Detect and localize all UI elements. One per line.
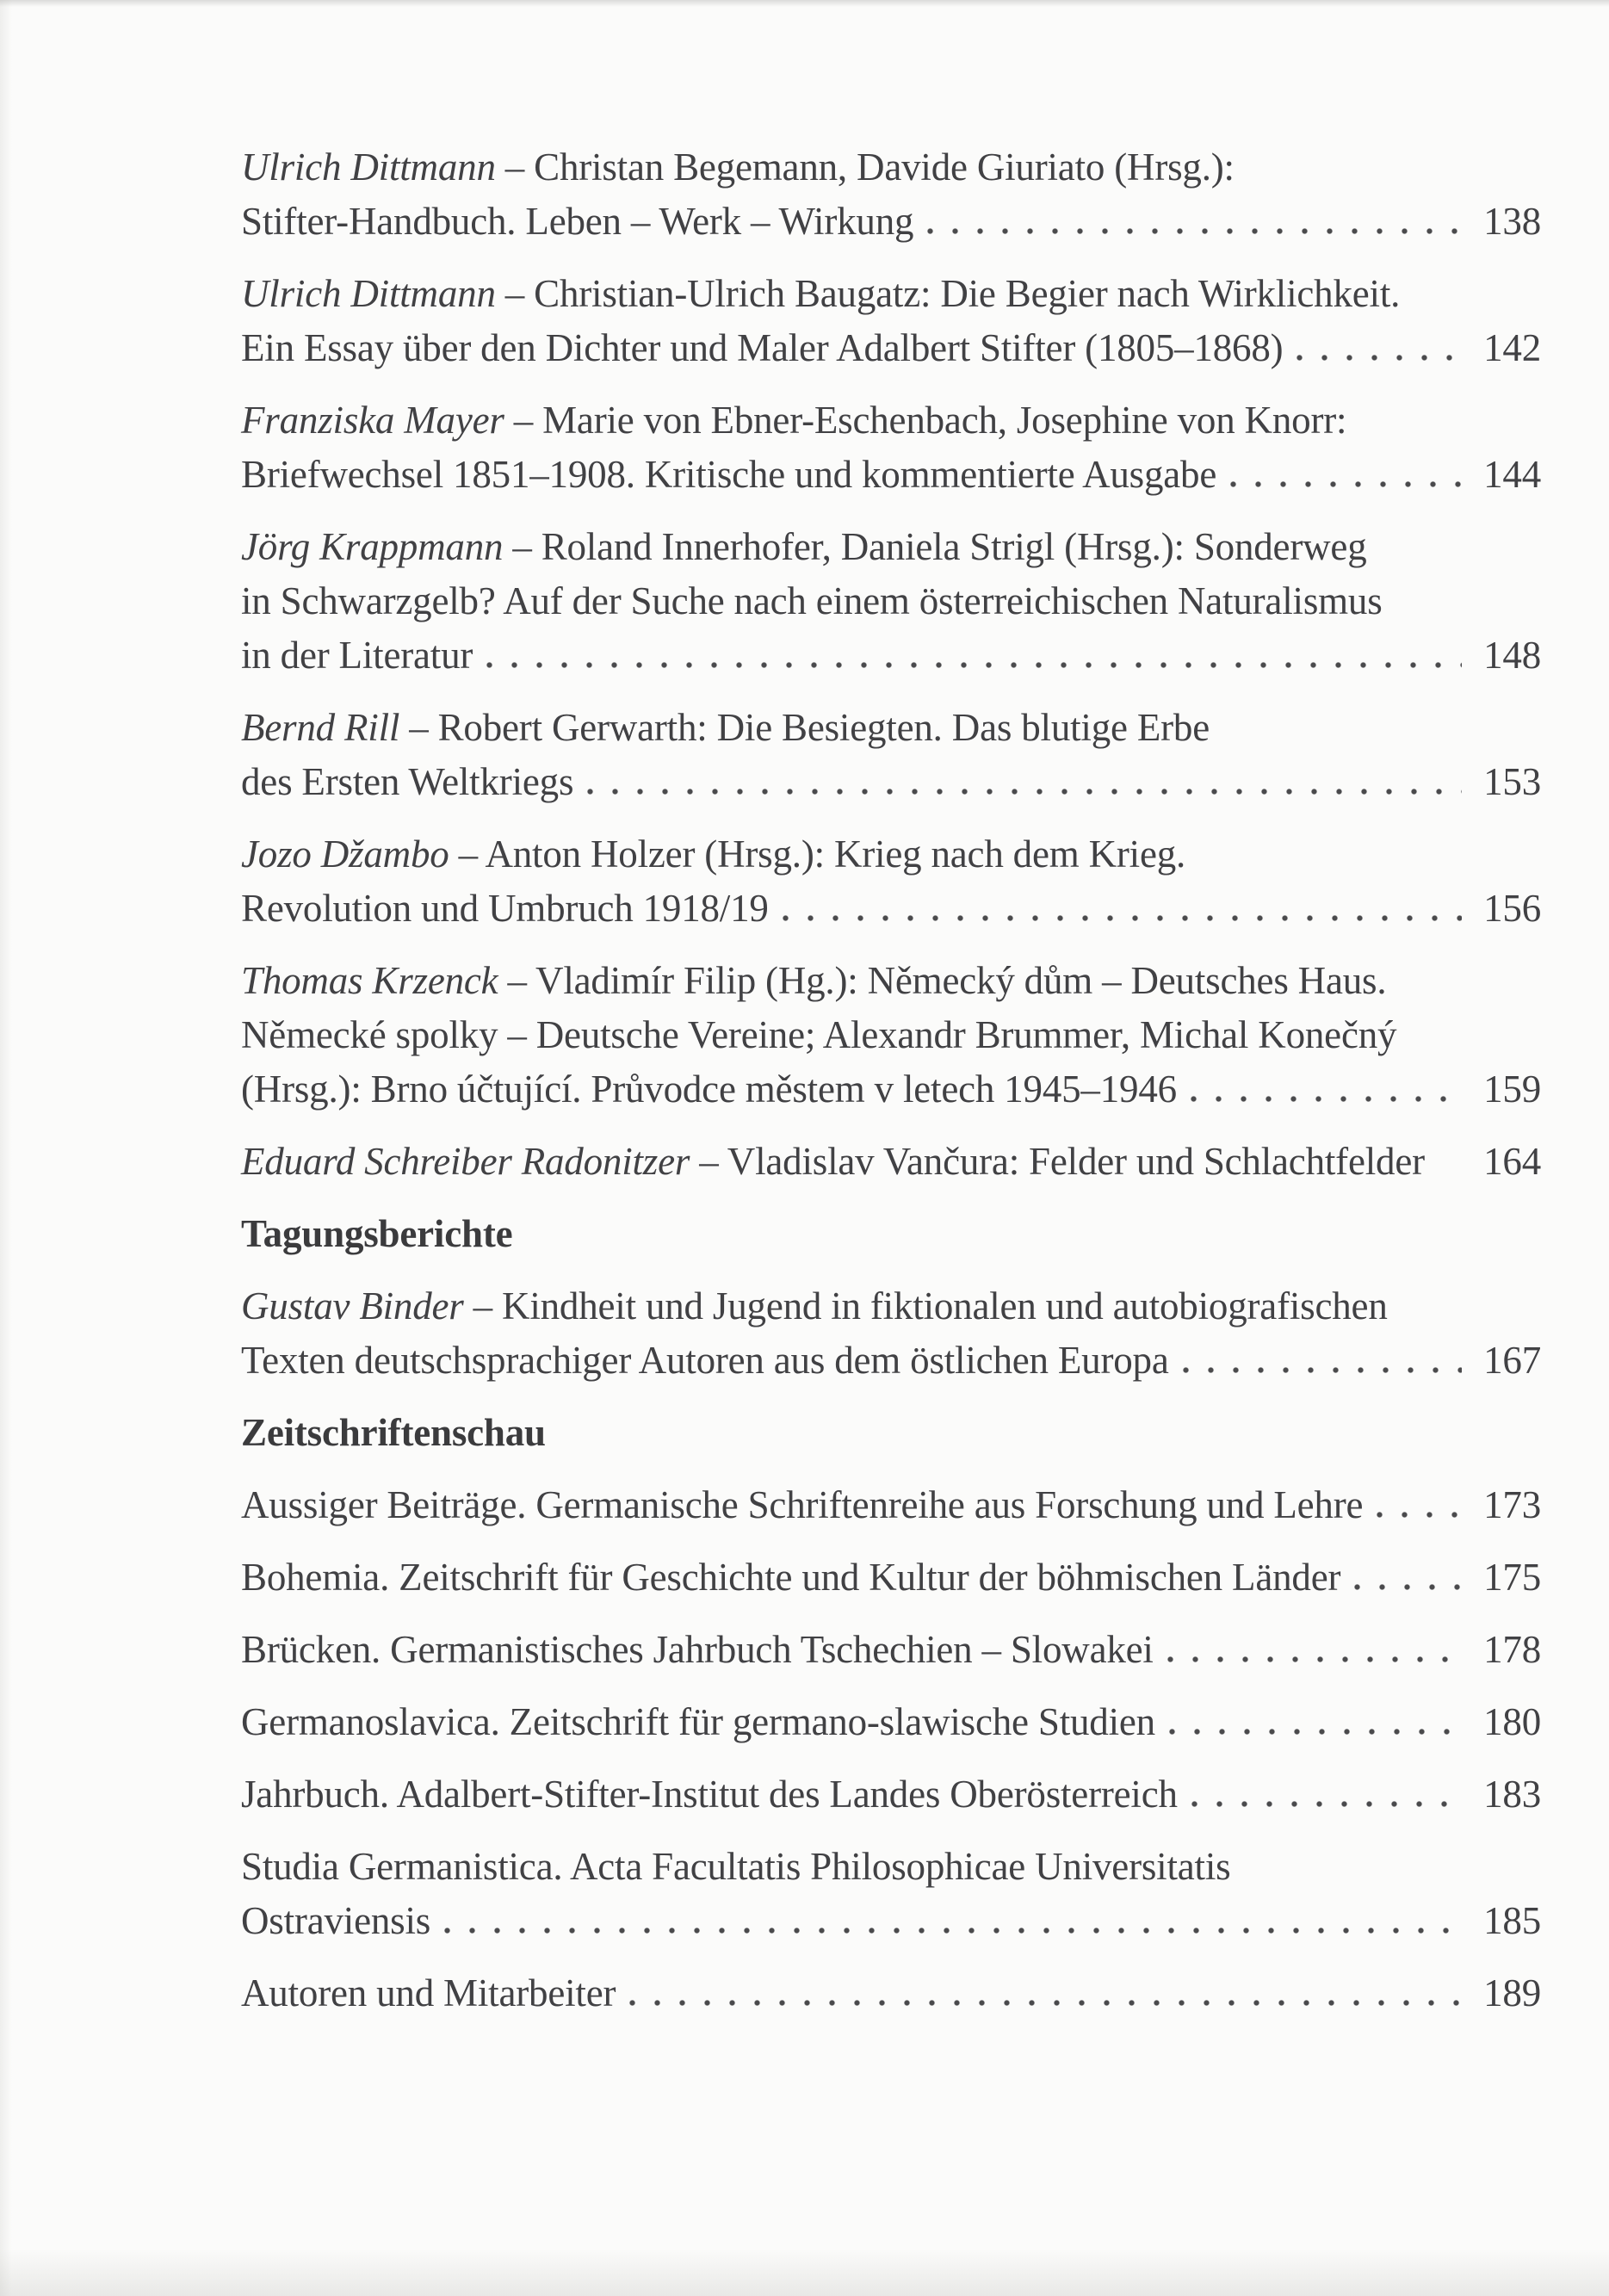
page-number: 138 bbox=[1483, 200, 1541, 243]
toc-text: in der Literatur bbox=[241, 634, 473, 677]
scan-edge-top bbox=[0, 0, 1609, 7]
toc-line bbox=[241, 1334, 1541, 1388]
dot-leader bbox=[444, 1928, 1462, 1934]
toc-entry bbox=[241, 267, 1541, 375]
dot-leader bbox=[486, 662, 1462, 668]
toc-entry bbox=[241, 954, 1541, 1117]
toc-text: – Robert Gerwarth: Die Besiegten. Das blutige Erbe bbox=[399, 706, 1210, 749]
toc-author: Eduard Schreiber Radonitzer bbox=[241, 1140, 690, 1183]
page-number: 178 bbox=[1483, 1628, 1541, 1671]
page-number: 164 bbox=[1483, 1140, 1541, 1183]
dot-leader bbox=[1230, 481, 1462, 487]
toc-text: Jahrbuch. Adalbert-Stifter-Institut des Landes Oberösterreich bbox=[241, 1773, 1178, 1816]
page-number: 173 bbox=[1483, 1483, 1541, 1526]
toc-text: Stifter-Handbuch. Leben – Werk – Wirkung bbox=[241, 200, 914, 243]
page-number: 185 bbox=[1483, 1899, 1541, 1942]
toc-line bbox=[241, 1623, 1541, 1677]
section-heading: Tagungsberichte bbox=[241, 1212, 513, 1255]
toc-entry bbox=[241, 1550, 1541, 1605]
toc-line bbox=[241, 827, 1541, 882]
dot-leader bbox=[1183, 1367, 1462, 1373]
toc-text: Revolution und Umbruch 1918/19 bbox=[241, 887, 769, 930]
toc-text: – Anton Holzer (Hrsg.): Krieg nach dem Krieg. bbox=[449, 832, 1186, 876]
dot-leader bbox=[1439, 1168, 1462, 1174]
toc-line bbox=[241, 1478, 1541, 1532]
dot-leader bbox=[1296, 355, 1462, 361]
toc-text: – Marie von Ebner-Eschenbach, Josephine von Knorr: bbox=[504, 399, 1347, 442]
toc-line bbox=[241, 1695, 1541, 1749]
toc-entry bbox=[241, 701, 1541, 809]
toc-line bbox=[241, 954, 1541, 1008]
toc-line bbox=[241, 520, 1541, 574]
page-number: 159 bbox=[1483, 1068, 1541, 1111]
toc-author: Gustav Binder bbox=[241, 1284, 464, 1327]
toc-author: Jörg Krappmann bbox=[241, 525, 504, 568]
toc-entry bbox=[241, 1695, 1541, 1749]
toc-entry bbox=[241, 393, 1541, 502]
toc-entry bbox=[241, 140, 1541, 249]
dot-leader bbox=[1169, 1729, 1462, 1735]
dot-leader bbox=[1191, 1096, 1462, 1102]
toc-text: Briefwechsel 1851–1908. Kritische und kommentierte Ausgabe bbox=[241, 453, 1217, 496]
toc-text: Ostraviensis bbox=[241, 1899, 431, 1942]
toc-text: Germanoslavica. Zeitschrift für germano-slawische Studien bbox=[241, 1700, 1155, 1743]
toc-text: Německé spolky – Deutsche Vereine; Alexandr Brummer, Michal Konečný bbox=[241, 1013, 1397, 1056]
toc-text: Texten deutschsprachiger Autoren aus dem östlichen Europa bbox=[241, 1339, 1169, 1382]
toc-line bbox=[241, 1062, 1541, 1117]
toc-text: des Ersten Weltkriegs bbox=[241, 760, 574, 803]
toc-line bbox=[241, 140, 1541, 195]
page-number: 175 bbox=[1483, 1556, 1541, 1599]
dot-leader bbox=[629, 2000, 1462, 2006]
toc-text: (Hrsg.): Brno účtující. Průvodce městem v letech 1945–1946 bbox=[241, 1068, 1177, 1111]
dot-leader bbox=[1354, 1584, 1462, 1590]
toc-author: Franziska Mayer bbox=[241, 399, 504, 442]
page-number: 144 bbox=[1483, 453, 1541, 496]
toc-author: Jozo Džambo bbox=[241, 832, 449, 876]
toc-line bbox=[241, 393, 1541, 448]
dot-leader bbox=[1191, 1801, 1462, 1807]
toc-entry bbox=[241, 827, 1541, 936]
toc-line bbox=[241, 755, 1541, 809]
scan-edge-left bbox=[0, 0, 12, 2296]
toc-entry bbox=[241, 520, 1541, 683]
toc-author: Ulrich Dittmann bbox=[241, 272, 496, 315]
toc-entry bbox=[241, 1279, 1541, 1388]
scan-edge-bottom bbox=[0, 2249, 1609, 2296]
toc-entry bbox=[241, 1840, 1541, 1948]
toc-text: – Vladislav Vančura: Felder und Schlachtfelder bbox=[690, 1140, 1425, 1183]
toc-text: – Kindheit und Jugend in fiktionalen und autobiografischen bbox=[463, 1284, 1388, 1327]
toc-line bbox=[241, 267, 1541, 321]
toc-author: Thomas Krzenck bbox=[241, 959, 498, 1002]
toc-entry bbox=[241, 1623, 1541, 1677]
toc-line bbox=[241, 628, 1541, 683]
toc-text: – Roland Innerhofer, Daniela Strigl (Hrsg.): Sonderweg bbox=[503, 525, 1367, 568]
page-number: 148 bbox=[1483, 634, 1541, 677]
page-number: 183 bbox=[1483, 1773, 1541, 1816]
page-number: 167 bbox=[1483, 1339, 1541, 1382]
toc-line bbox=[241, 701, 1541, 755]
dot-leader bbox=[587, 789, 1462, 795]
toc-text: Autoren und Mitarbeiter bbox=[241, 1971, 616, 2014]
page-number: 180 bbox=[1483, 1700, 1541, 1743]
toc-author: Ulrich Dittmann bbox=[241, 145, 496, 189]
toc-line bbox=[241, 1767, 1541, 1822]
toc-text: Bohemia. Zeitschrift für Geschichte und Kultur der böhmischen Länder bbox=[241, 1556, 1341, 1599]
toc-entry bbox=[241, 1767, 1541, 1822]
toc-line bbox=[241, 321, 1541, 375]
toc-line bbox=[241, 448, 1541, 502]
toc-line bbox=[241, 1550, 1541, 1605]
toc-text: Brücken. Germanistisches Jahrbuch Tschechien – Slowakei bbox=[241, 1628, 1154, 1671]
toc-text: in Schwarzgelb? Auf der Suche nach einem österreichischen Naturalismus bbox=[241, 579, 1383, 622]
toc-text: Aussiger Beiträge. Germanische Schriftenreihe aus Forschung und Lehre bbox=[241, 1483, 1364, 1526]
toc-line bbox=[241, 1894, 1541, 1948]
toc-entry bbox=[241, 1966, 1541, 2021]
toc-entry bbox=[241, 1478, 1541, 1532]
toc-text: Studia Germanistica. Acta Facultatis Philosophicae Universitatis bbox=[241, 1845, 1231, 1888]
dot-leader bbox=[1167, 1656, 1462, 1662]
dot-leader bbox=[1377, 1512, 1462, 1518]
toc-line bbox=[241, 195, 1541, 249]
dot-leader bbox=[927, 228, 1462, 234]
toc-line bbox=[241, 1135, 1541, 1189]
toc-line bbox=[241, 1966, 1541, 2021]
toc-line bbox=[241, 1279, 1541, 1334]
page-number: 153 bbox=[1483, 760, 1541, 803]
toc-line bbox=[241, 1840, 1541, 1894]
page-number: 189 bbox=[1483, 1971, 1541, 2014]
toc-entry bbox=[241, 1135, 1541, 1189]
toc-text: – Christan Begemann, Davide Giuriato (Hrsg.): bbox=[495, 145, 1235, 189]
toc-author: Bernd Rill bbox=[241, 706, 400, 749]
toc-line bbox=[241, 1008, 1541, 1062]
toc-text: – Vladimír Filip (Hg.): Německý dům – Deutsches Haus. bbox=[498, 959, 1387, 1002]
toc-text: – Christian-Ulrich Baugatz: Die Begier nach Wirklichkeit. bbox=[495, 272, 1401, 315]
table-of-contents bbox=[241, 140, 1541, 2039]
section-heading: Zeitschriftenschau bbox=[241, 1411, 546, 1454]
page-number: 156 bbox=[1483, 887, 1541, 930]
toc-text: Ein Essay über den Dichter und Maler Adalbert Stifter (1805–1868) bbox=[241, 326, 1284, 369]
page-number: 142 bbox=[1483, 326, 1541, 369]
toc-line bbox=[241, 574, 1541, 628]
dot-leader bbox=[783, 915, 1462, 921]
toc-line bbox=[241, 882, 1541, 936]
